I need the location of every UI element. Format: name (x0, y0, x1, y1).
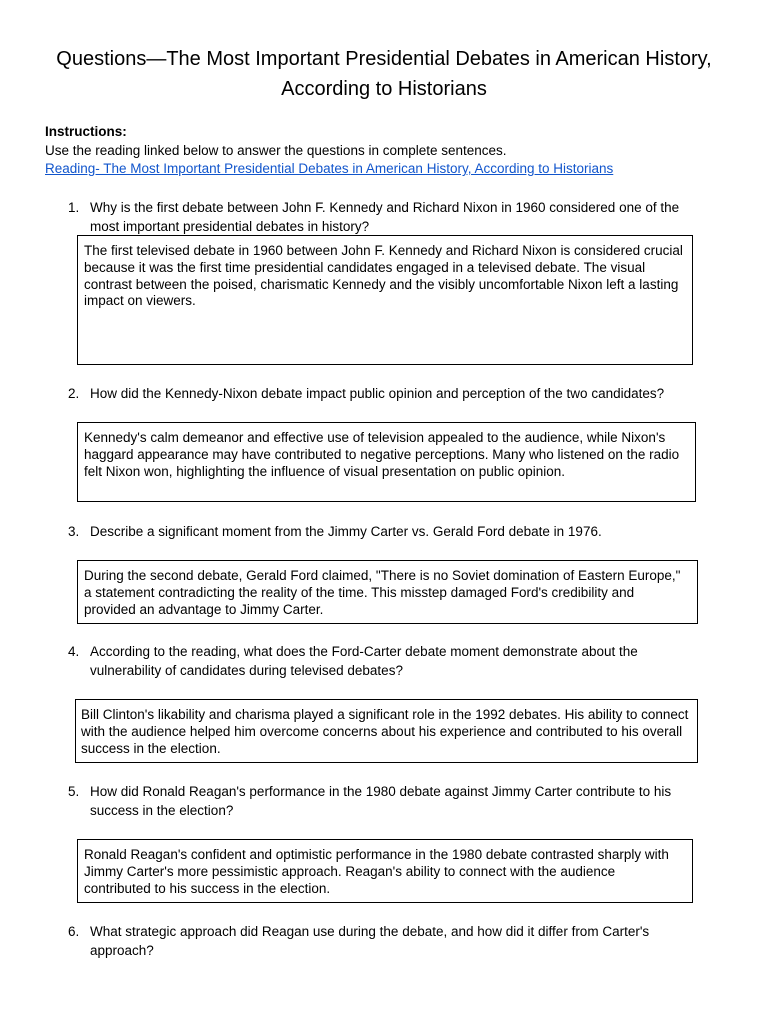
instructions-label: Instructions: (45, 124, 127, 139)
question-4 (68, 643, 698, 680)
question-number: 1. (68, 200, 80, 215)
question-text: How did Ronald Reagan's performance in the 1980 debate against Jimmy Carter contribute to his success in the election? (90, 784, 672, 818)
reading-link[interactable]: Reading- The Most Important Presidential Debates in American History, According to Historians (45, 161, 614, 176)
answer-box-4[interactable]: Bill Clinton's likability and charisma played a significant role in the 1992 debates. His ability to connect with the audience helped him overcome concerns about his experience and contributed to his overall success in the election. (75, 699, 698, 763)
question-text: What strategic approach did Reagan use during the debate, and how did it differ from Carter's approach? (90, 924, 650, 958)
question-3 (68, 523, 698, 542)
question-number: 6. (68, 924, 80, 939)
answer-box-1[interactable]: The first televised debate in 1960 between John F. Kennedy and Richard Nixon is considered crucial because it was the first time presidential candidates engaged in a televised debate. The visual contrast between the poised, charismatic Kennedy and the visibly uncomfortable Nixon left a lasting impact on viewers. (77, 235, 693, 365)
question-number: 4. (68, 644, 80, 659)
question-5 (68, 783, 698, 820)
question-number: 2. (68, 386, 80, 401)
question-number: 3. (68, 524, 80, 539)
question-text: According to the reading, what does the Ford-Carter debate moment demonstrate about the vulnerability of candidates during televised debates? (90, 644, 638, 678)
question-6 (68, 923, 698, 960)
question-number: 5. (68, 784, 80, 799)
question-text: Describe a significant moment from the Jimmy Carter vs. Gerald Ford debate in 1976. (90, 524, 602, 539)
question-2 (68, 385, 698, 404)
answer-box-2[interactable]: Kennedy's calm demeanor and effective use of television appealed to the audience, while Nixon's haggard appearance may have contributed to negative perceptions. Many who listened on the radio felt Nixon won, highlighting the influence of visual presentation on public opinion. (77, 422, 696, 502)
answer-box-3[interactable]: During the second debate, Gerald Ford claimed, "There is no Soviet domination of Eastern Europe," a statement contradicting the reality of the time. This misstep damaged Ford's credibility and provided an advantage to Jimmy Carter. (77, 560, 698, 624)
answer-box-5[interactable]: Ronald Reagan's confident and optimistic performance in the 1980 debate contrasted sharply with Jimmy Carter's more pessimistic approach. Reagan's ability to connect with the audience contributed to his success in the election. (77, 839, 693, 903)
instructions-text: Use the reading linked below to answer the questions in complete sentences. (45, 143, 507, 158)
question-text: How did the Kennedy-Nixon debate impact public opinion and perception of the two candidates? (90, 386, 665, 401)
question-text: Why is the first debate between John F. Kennedy and Richard Nixon in 1960 considered one of the most important presidential debates in history? (90, 200, 680, 234)
question-1 (68, 199, 698, 236)
page-title: Questions—The Most Important Presidential Debates in American History, According to Historians (56, 48, 712, 100)
